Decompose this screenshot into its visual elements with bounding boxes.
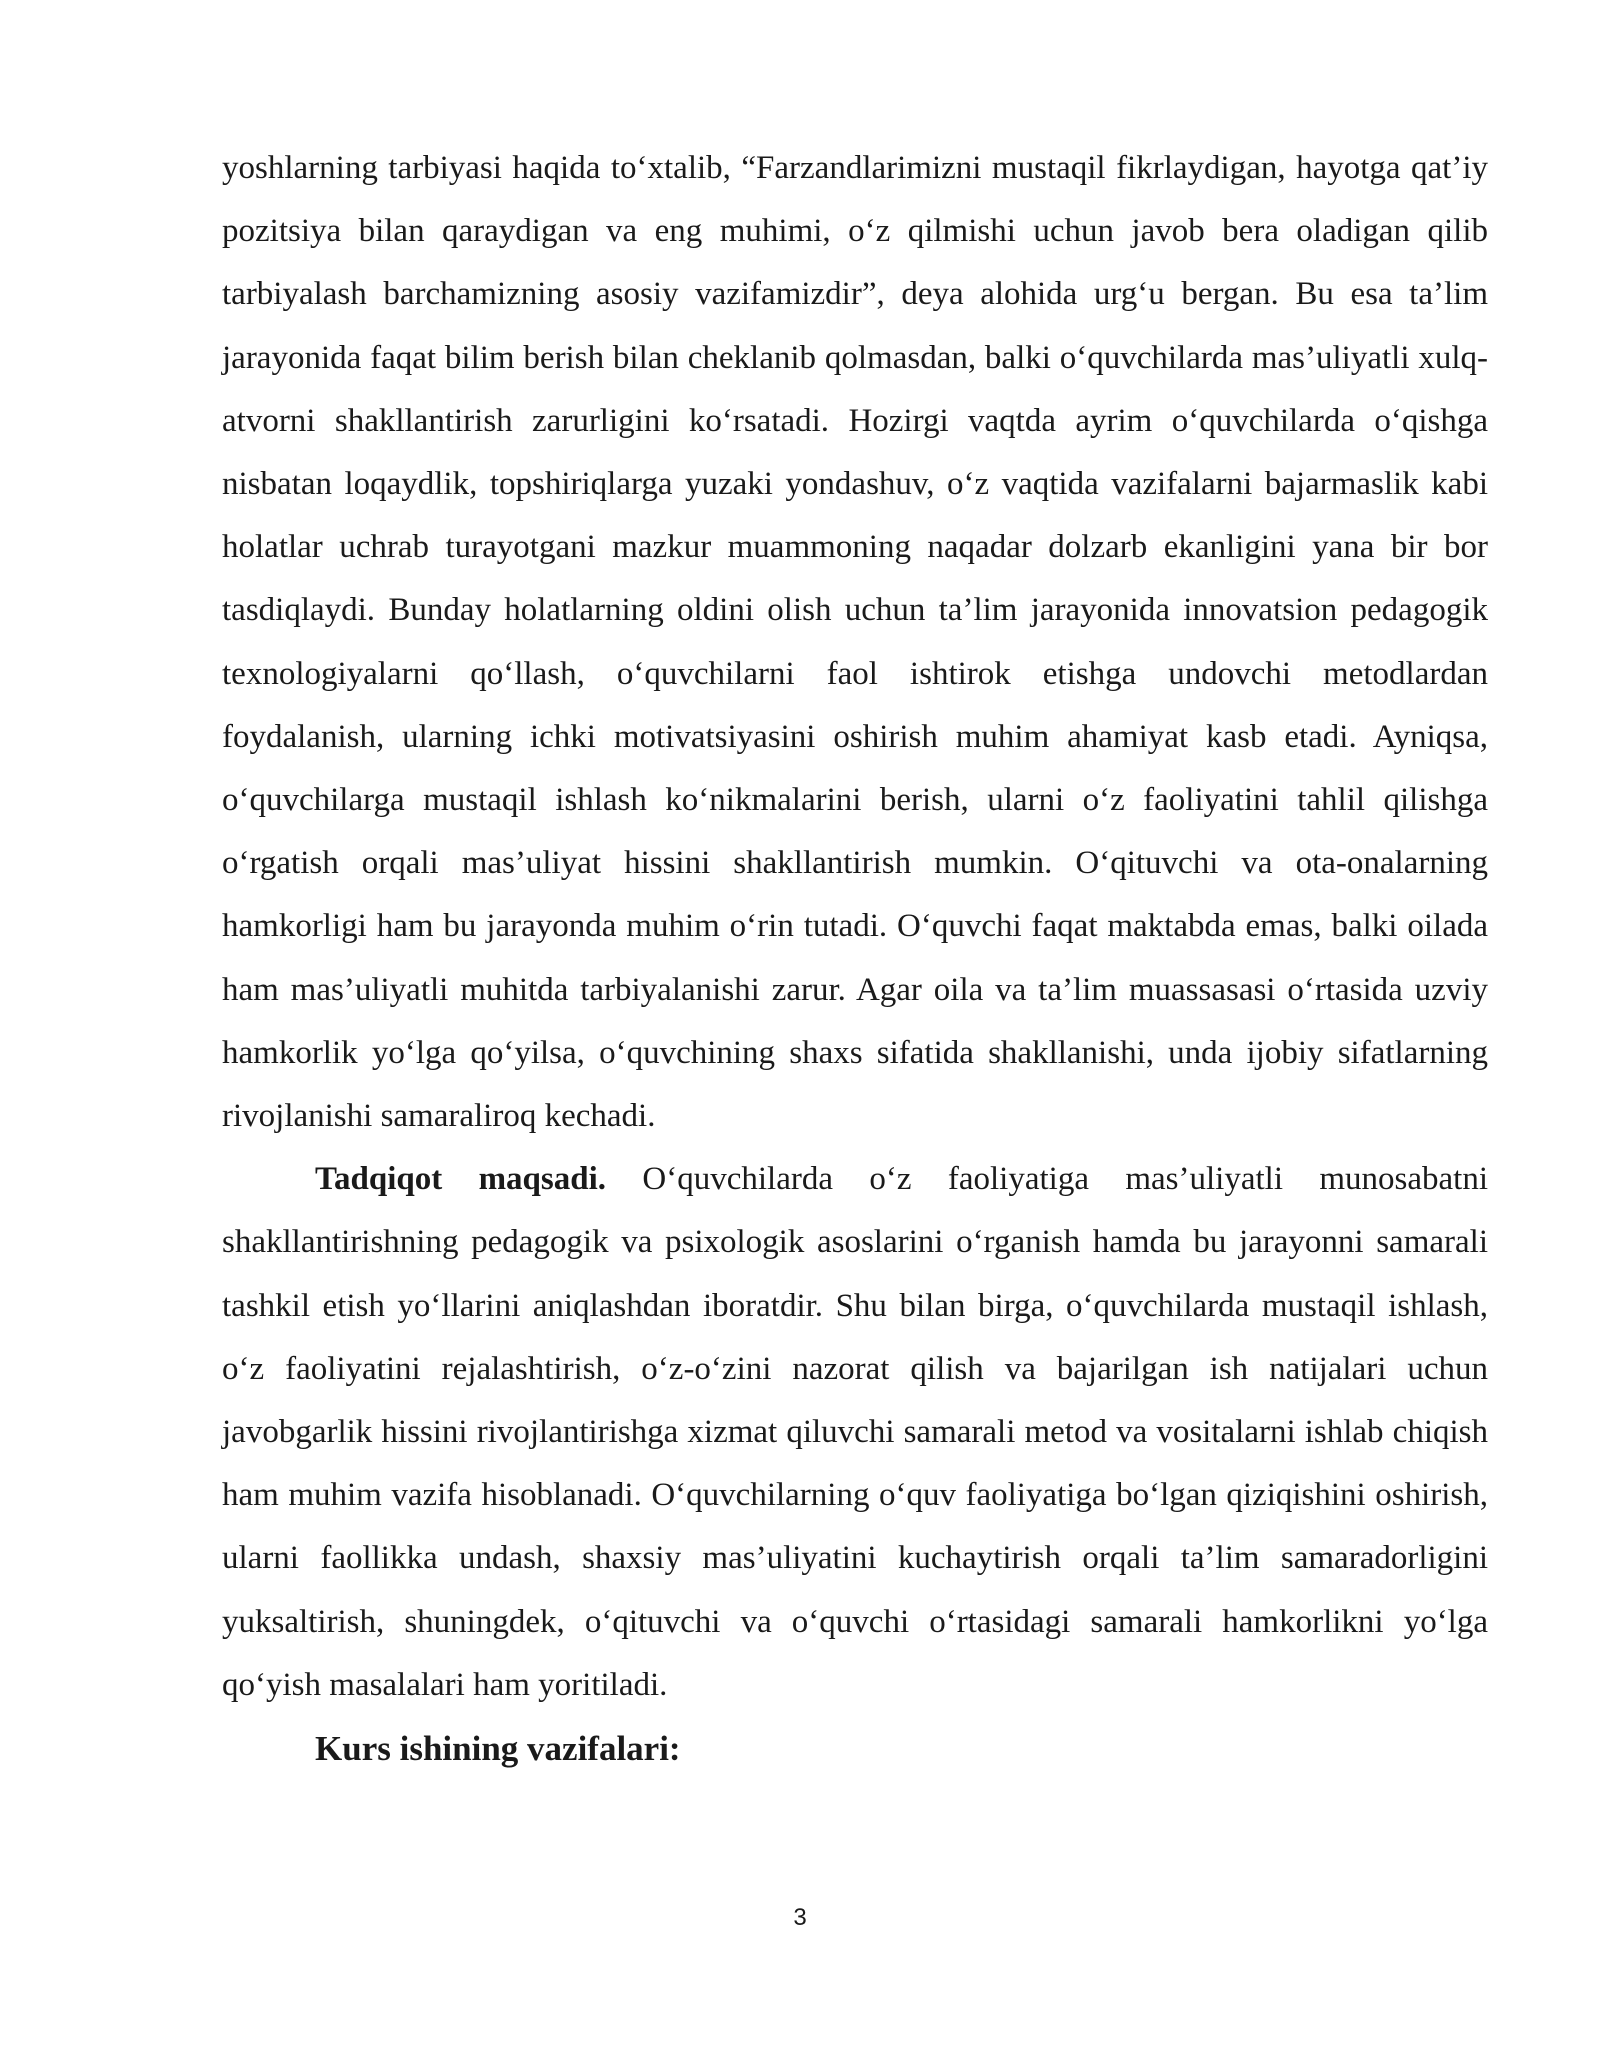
research-goal-text: O‘quvchilarda o‘z faoliyatiga mas’uliyatli munosabatni shakllantirishning pedagogik va psixologik asoslarini o‘rganish hamda bu jarayonni samarali tashkil etish yo‘llarini aniqlashdan iboratdir. Shu bilan birga, o‘quvchilarda mustaqil ishlash, o‘z faoliyatini rejalashtirish, o‘z-o‘zini nazorat qilish va bajarilgan ish natijalari uchun javobgarlik hissini rivojlantirishga xizmat qiluvchi samarali metod va vositalarni ishlab chiqish ham muhim vazifa hisoblanadi. O‘quvchilarning o‘quv faoliyatiga bo‘lgan qiziqishini oshirish, ularni faollikka undash, shaxsiy mas’uliyatini kuchaytirish orqali ta’lim samaradorligini yuksaltirish, shuningdek, o‘qituvchi va o‘quvchi o‘rtasidagi samarali hamkorlikni yo‘lga qo‘yish masalalari ham yoritiladi. [222,1161,1489,1703]
research-goal-paragraph [222,1148,1488,1717]
text-column [222,137,1488,1780]
page-number: 3 [793,1904,807,1931]
tasks-heading: Kurs ishining vazifalari: [315,1729,681,1769]
research-goal-heading: Tadqiqot maqsadi. [315,1161,607,1198]
body-paragraph: yoshlarning tarbiyasi haqida to‘xtalib, “Farzandlarimizni mustaqil fikrlaydigan, hayotga qat’iy pozitsiya bilan qaraydigan va eng muhimi, o‘z qilmishi uchun javob bera oladigan qilib tarbiyalash barchamizning asosiy vazifamizdir”, deya alohida urg‘u bergan. Bu esa ta’lim jarayonida faqat bilim berish bilan cheklanib qolmasdan, balki o‘quvchilarda mas’uliyatli xulq-atvorni shakllantirish zarurligini ko‘rsatadi. Hozirgi vaqtda ayrim o‘quvchilarda o‘qishga nisbatan loqaydlik, topshiriqlarga yuzaki yondashuv, o‘z vaqtida vazifalarni bajarmaslik kabi holatlar uchrab turayotgani mazkur muammoning naqadar dolzarb ekanligini yana bir bor tasdiqlaydi. Bunday holatlarning oldini olish uchun ta’lim jarayonida innovatsion pedagogik texnologiyalarni qo‘llash, o‘quvchilarni faol ishtirok etishga undovchi metodlardan foydalanish, ularning ichki motivatsiyasini oshirish muhim ahamiyat kasb etadi. Ayniqsa, o‘quvchilarga mustaqil ishlash ko‘nikmalarini berish, ularni o‘z faoliyatini tahlil qilishga o‘rgatish orqali mas’uliyat hissini shakllantirish mumkin. O‘qituvchi va ota-onalarning hamkorligi ham bu jarayonda muhim o‘rin tutadi. O‘quvchi faqat maktabda emas, balki oilada ham mas’uliyatli muhitda tarbiyalanishi zarur. Agar oila va ta’lim muassasasi o‘rtasida uzviy hamkorlik yo‘lga qo‘yilsa, o‘quvchining shaxs sifatida shakllanishi, unda ijobiy sifatlarning rivojlanishi samaraliroq kechadi. [222,150,1488,1135]
